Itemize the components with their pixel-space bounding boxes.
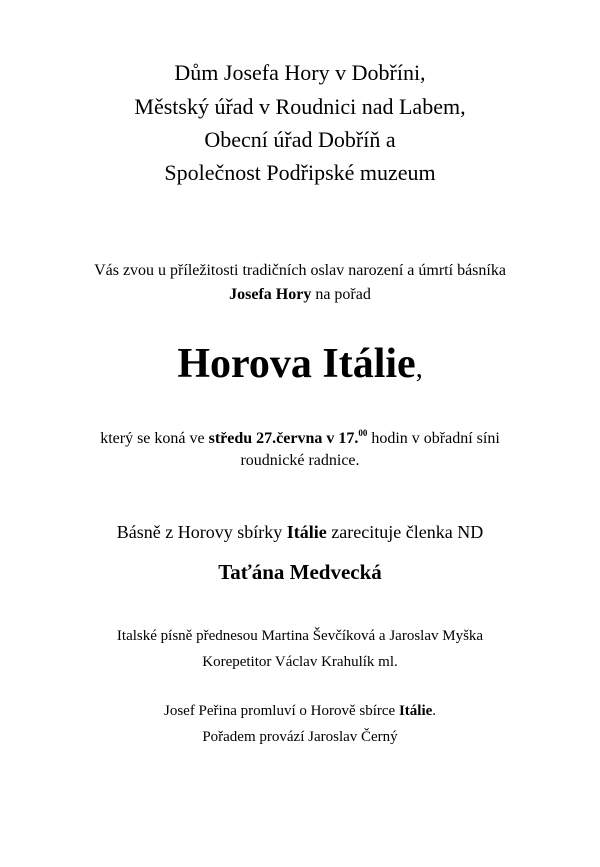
event-time-sup: 00 xyxy=(358,428,368,438)
details-line-1 xyxy=(0,428,600,448)
recital-line xyxy=(0,522,600,543)
recital-prefix: Básně z Horovy sbírky xyxy=(116,522,287,542)
organizer-line-4: Společnost Podřipské muzeum xyxy=(164,160,436,185)
closing-suffix: . xyxy=(432,703,437,719)
songs-line-1: Italské písně přednesou Martina Ševčíková a Jaroslav Myška xyxy=(116,628,484,644)
details-line-2: roudnické radnice. xyxy=(240,452,360,469)
recital-suffix: zarecituje členka ND xyxy=(326,522,484,542)
invitation-line-1: Vás zvou u příležitosti tradičních oslav narození a úmrtí básníka xyxy=(94,262,506,279)
performer-name: Taťána Medvecká xyxy=(218,560,382,584)
organizer-line-1: Dům Josefa Hory v Dobříni, xyxy=(174,60,426,85)
details-suffix: hodin v obřadní síni xyxy=(367,430,500,447)
event-title-text: Horova Itálie xyxy=(177,341,416,387)
organizer-line-2: Městský úřad v Roudnici nad Labem, xyxy=(134,94,466,119)
songs-line-2: Korepetitor Václav Krahulík ml. xyxy=(202,654,398,670)
invitation-line-2 xyxy=(0,286,600,304)
event-date: středu 27.června v 17. xyxy=(208,430,359,447)
poet-name: Josefa Hory xyxy=(229,286,312,303)
invitation-line-2-rest: na pořad xyxy=(311,286,371,303)
details-prefix: který se koná ve xyxy=(100,430,209,447)
closing-line-1 xyxy=(0,703,600,720)
organizer-line-3: Obecní úřad Dobříň a xyxy=(204,127,396,152)
event-title xyxy=(0,340,600,388)
closing-collection: Itálie xyxy=(398,703,433,719)
collection-name: Itálie xyxy=(286,522,327,542)
closing-line-2: Pořadem provází Jaroslav Černý xyxy=(202,729,398,745)
closing-prefix: Josef Peřina promluví o Horově sbírce xyxy=(163,703,399,719)
event-title-comma: , xyxy=(415,353,423,384)
